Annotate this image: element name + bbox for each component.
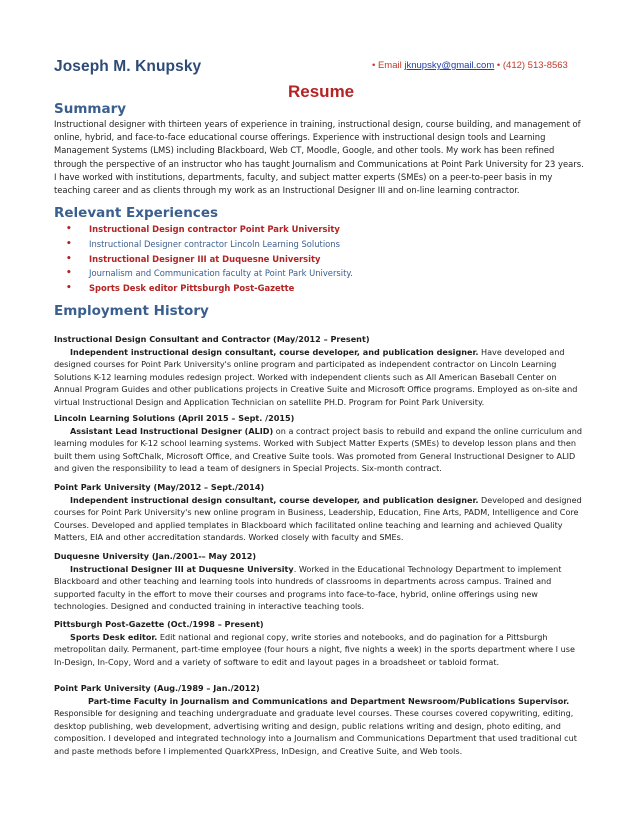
- experiences-list: [66, 222, 353, 296]
- job-lead: Part-time Faculty in Journalism and Communications and Department Newsroom/Publications Supervisor.: [88, 695, 570, 706]
- job-entry: [54, 618, 586, 668]
- list-item: [66, 281, 353, 296]
- list-item: [66, 222, 353, 237]
- list-item: [66, 252, 353, 267]
- experience-label: Instructional Designer III at Duquesne University: [89, 253, 321, 264]
- bullet-marker: •: [66, 268, 72, 279]
- candidate-name: Joseph M. Knupsky: [54, 58, 202, 75]
- job-title: Point Park University (May/2012 – Sept./2014): [54, 482, 265, 492]
- contact-line: [372, 60, 568, 71]
- job-entry: [54, 412, 586, 475]
- bullet-marker: •: [66, 238, 72, 249]
- job-description: Edit national and regional copy, write stories and notebooks, and do pagination for a Pittsburgh metropolitan daily. Permanent, part-time employee (four hours a night, five nights a week) in the sports department where I use In-Design, In-Copy, Word and a variety of software to edit and layout pages in a broadsheet or tabloid format.: [54, 631, 575, 667]
- bullet-marker: •: [66, 224, 72, 234]
- list-item: [66, 237, 353, 252]
- contact-prefix: • Email: [372, 60, 405, 71]
- job-entry: [54, 481, 586, 544]
- job-title: Duquesne University (Jan./2001-– May 2012): [54, 551, 257, 561]
- job-title: Lincoln Learning Solutions (April 2015 – Sept. /2015): [54, 413, 295, 423]
- job-description: Have developed and designed courses for Point Park University's online program and participated as independent contractor on Lincoln Learning Solutions K-12 learning modules redesign project. Worked with independent clients such as All American Baseball Center on Annual Program Guides and other publications projects in Creative Suite and Microsoft Office programs. Employed as on-site and virtual Instructional Design and Application Technician on satellite PH.D. Program for Point Park University.: [54, 346, 578, 407]
- summary-text: Instructional designer with thirteen years of experience in training, instructional design, course building, and management of online, hybrid, and face-to-face educational course offerings. Experience with instructional design tools and Learning Management Systems (LMS) including Blackboard, Web CT, Moodle, Google, and other tools. My work has been refined through the perspective of an instructor who has taught Journalism and Communications at Point Park University for 23 years. I have worked with institutions, departments, faculty, and subject matter experts (SMEs) on a peer-to-peer basis in my teaching career and as clients through my work as an Instructional Designer III and on-line learning contractor.: [54, 119, 584, 196]
- experiences-heading: Relevant Experiences: [54, 205, 219, 221]
- job-title: Point Park University (Aug./1989 – Jan./2012): [54, 683, 260, 693]
- job-lead: Independent instructional design consultant, course developer, and publication designer.: [70, 494, 479, 505]
- employment-heading: Employment History: [54, 303, 209, 319]
- job-lead: Instructional Designer III at Duquesne University: [70, 563, 294, 574]
- job-title: Instructional Design Consultant and Contractor (May/2012 – Present): [54, 334, 370, 344]
- job-entry: [54, 682, 586, 758]
- job-description: . Worked in the Educational Technology Department to implement Blackboard and other teaching and learning tools into hundreds of classrooms in departments across campus. Trained and supported faculty in the effort to move their courses and programs into face-to-face, hybrid, online offerings using new technologies. Designed and conducted training in interactive teaching tools.: [54, 563, 562, 612]
- resume-title: Resume: [288, 82, 355, 101]
- experience-label: Journalism and Communication faculty at Point Park University.: [89, 268, 353, 279]
- job-entry: [54, 333, 586, 409]
- bullet-marker: •: [66, 283, 72, 294]
- job-description: on a contract project basis to rebuild and expand the online curriculum and learning modules for K-12 school learning systems. Worked with Subject Matter Experts (SMEs) to develop lesson plans and then built them using SoftChalk, Microsoft Office, and Creative Suite tools. Was promoted from General Instructional Designer to ALID and given the responsibility to lead a team of designers in Special Projects. Six-month contract.: [54, 425, 582, 474]
- experience-label: Instructional Design contractor Point Park University: [89, 224, 340, 234]
- list-item: [66, 266, 353, 281]
- job-description: Responsible for designing and teaching undergraduate and graduate level courses. These courses covered copywriting, editing, desktop publishing, web development, advertising writing and design, public relations writing and design, photo editing, and composition. I developed and integrated technology into a Journalism and Communications Department that used traditional cut and paste methods before I implemented QuarkXPress, InDesign, and Creative Suite, and Web tools.: [54, 708, 577, 756]
- experience-label: Instructional Designer contractor Lincoln Learning Solutions: [89, 238, 340, 249]
- job-description: Developed and designed courses for Point Park University's new online program in Business, Leadership, Education, Fine Arts, PADM, Intelligence and Core Courses. Developed and applied templates in Blackboard which facilitated online teaching and learning and achieved Quality Matters, EIA and other accreditation standards. Worked closely with faculty and SMEs.: [54, 494, 582, 543]
- experience-label: Sports Desk editor Pittsburgh Post-Gazette: [89, 283, 295, 294]
- job-title: Pittsburgh Post-Gazette (Oct./1998 – Present): [54, 619, 264, 629]
- job-lead: Independent instructional design consultant, course developer, and publication designer.: [70, 346, 479, 357]
- summary-heading: Summary: [54, 101, 127, 117]
- bullet-marker: •: [66, 253, 72, 264]
- phone-number: • (412) 513-8563: [494, 60, 568, 71]
- job-lead: Sports Desk editor.: [70, 631, 158, 642]
- job-lead: Assistant Lead Instructional Designer (ALID): [70, 425, 274, 436]
- job-entry: [54, 550, 586, 613]
- email-link[interactable]: jknupsky@gmail.com: [404, 60, 495, 71]
